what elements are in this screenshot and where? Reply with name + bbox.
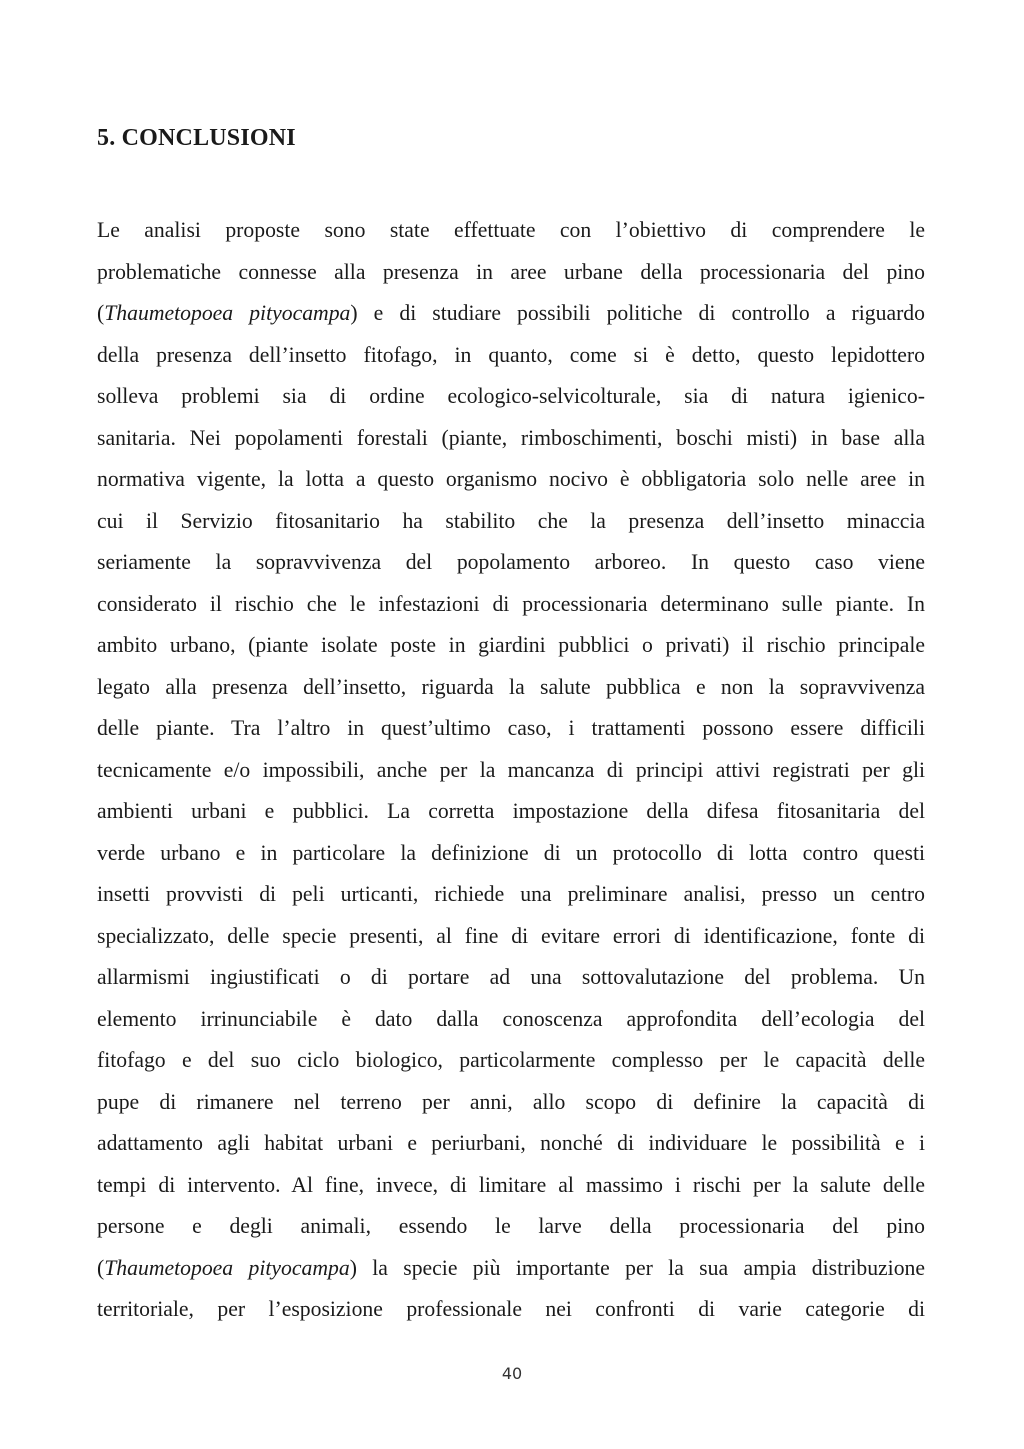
page-number: 40 — [501, 1364, 523, 1383]
text-line — [97, 293, 925, 335]
text-line: elemento irrinunciabile è dato dalla conoscenza approfondita dell’ecologia del — [97, 1006, 925, 1031]
body-paragraph — [97, 210, 925, 1331]
text-line: verde urbano e in particolare la definizione di un protocollo di lotta contro questi — [97, 840, 925, 865]
text-line: Le analisi proposte sono state effettuate con l’obiettivo di comprendere le — [97, 218, 925, 242]
text-span: ( — [97, 1255, 105, 1280]
text-line: cui il Servizio fitosanitario ha stabilito che la presenza dell’insetto minaccia — [97, 508, 925, 533]
text-span: ) la specie più importante per la sua ampia distribuzione — [349, 1255, 925, 1280]
text-line: della presenza dell’insetto fitofago, in quanto, come si è detto, questo lepidottero — [97, 342, 925, 367]
text-line: fitofago e del suo ciclo biologico, particolarmente complesso per le capacità delle — [97, 1048, 925, 1072]
text-line: specializzato, delle specie presenti, al fine di evitare errori di identificazione, fonte di — [97, 923, 925, 948]
text-line: persone e degli animali, essendo le larve della processionaria del pino — [97, 1214, 925, 1238]
text-line — [97, 1248, 925, 1290]
species-name: Thaumetopoea pityocampa — [104, 1255, 350, 1280]
text-line: insetti provvisti di peli urticanti, richiede una preliminare analisi, presso un centro — [97, 882, 925, 906]
text-line: seriamente la sopravvivenza del popolamento arboreo. In questo caso viene — [97, 550, 925, 574]
text-line: adattamento agli habitat urbani e periurbani, nonché di individuare le possibilità e i — [97, 1131, 925, 1155]
text-line: tecnicamente e/o impossibili, anche per la mancanza di principi attivi registrati per gli — [97, 757, 925, 782]
text-line: problematiche connesse alla presenza in aree urbane della processionaria del pino — [97, 259, 925, 284]
text-span: ) e di studiare possibili politiche di controllo a riguardo — [350, 301, 925, 325]
text-line: legato alla presenza dell’insetto, riguarda la salute pubblica e non la sopravvivenza — [97, 674, 925, 699]
text-line: delle piante. Tra l’altro in quest’ultimo caso, i trattamenti possono essere difficili — [97, 716, 925, 740]
text-line: normativa vigente, la lotta a questo organismo nocivo è obbligatoria solo nelle aree in — [97, 467, 925, 491]
text-line: tempi di intervento. Al fine, invece, di limitare al massimo i rischi per la salute delle — [97, 1172, 925, 1197]
text-span: ( — [97, 301, 105, 325]
text-line: pupe di rimanere nel terreno per anni, allo scopo di definire la capacità di — [97, 1089, 925, 1114]
text-line: territoriale, per l’esposizione professionale nei confronti di varie categorie di — [97, 1297, 925, 1321]
text-line: sanitaria. Nei popolamenti forestali (piante, rimboschimenti, boschi misti) in base alla — [97, 425, 925, 450]
text-line: solleva problemi sia di ordine ecologico-selvicolturale, sia di natura igienico- — [97, 384, 925, 408]
text-line: ambienti urbani e pubblici. La corretta impostazione della difesa fitosanitaria del — [97, 799, 925, 823]
text-line: allarmismi ingiustificati o di portare ad una sottovalutazione del problema. Un — [97, 965, 925, 989]
section-heading: 5. CONCLUSIONI — [97, 125, 296, 151]
text-line: considerato il rischio che le infestazioni di processionaria determinano sulle piante. In — [97, 591, 925, 616]
text-line: ambito urbano, (piante isolate poste in giardini pubblici o privati) il rischio principale — [97, 633, 925, 657]
species-name: Thaumetopoea pityocampa — [104, 301, 351, 325]
